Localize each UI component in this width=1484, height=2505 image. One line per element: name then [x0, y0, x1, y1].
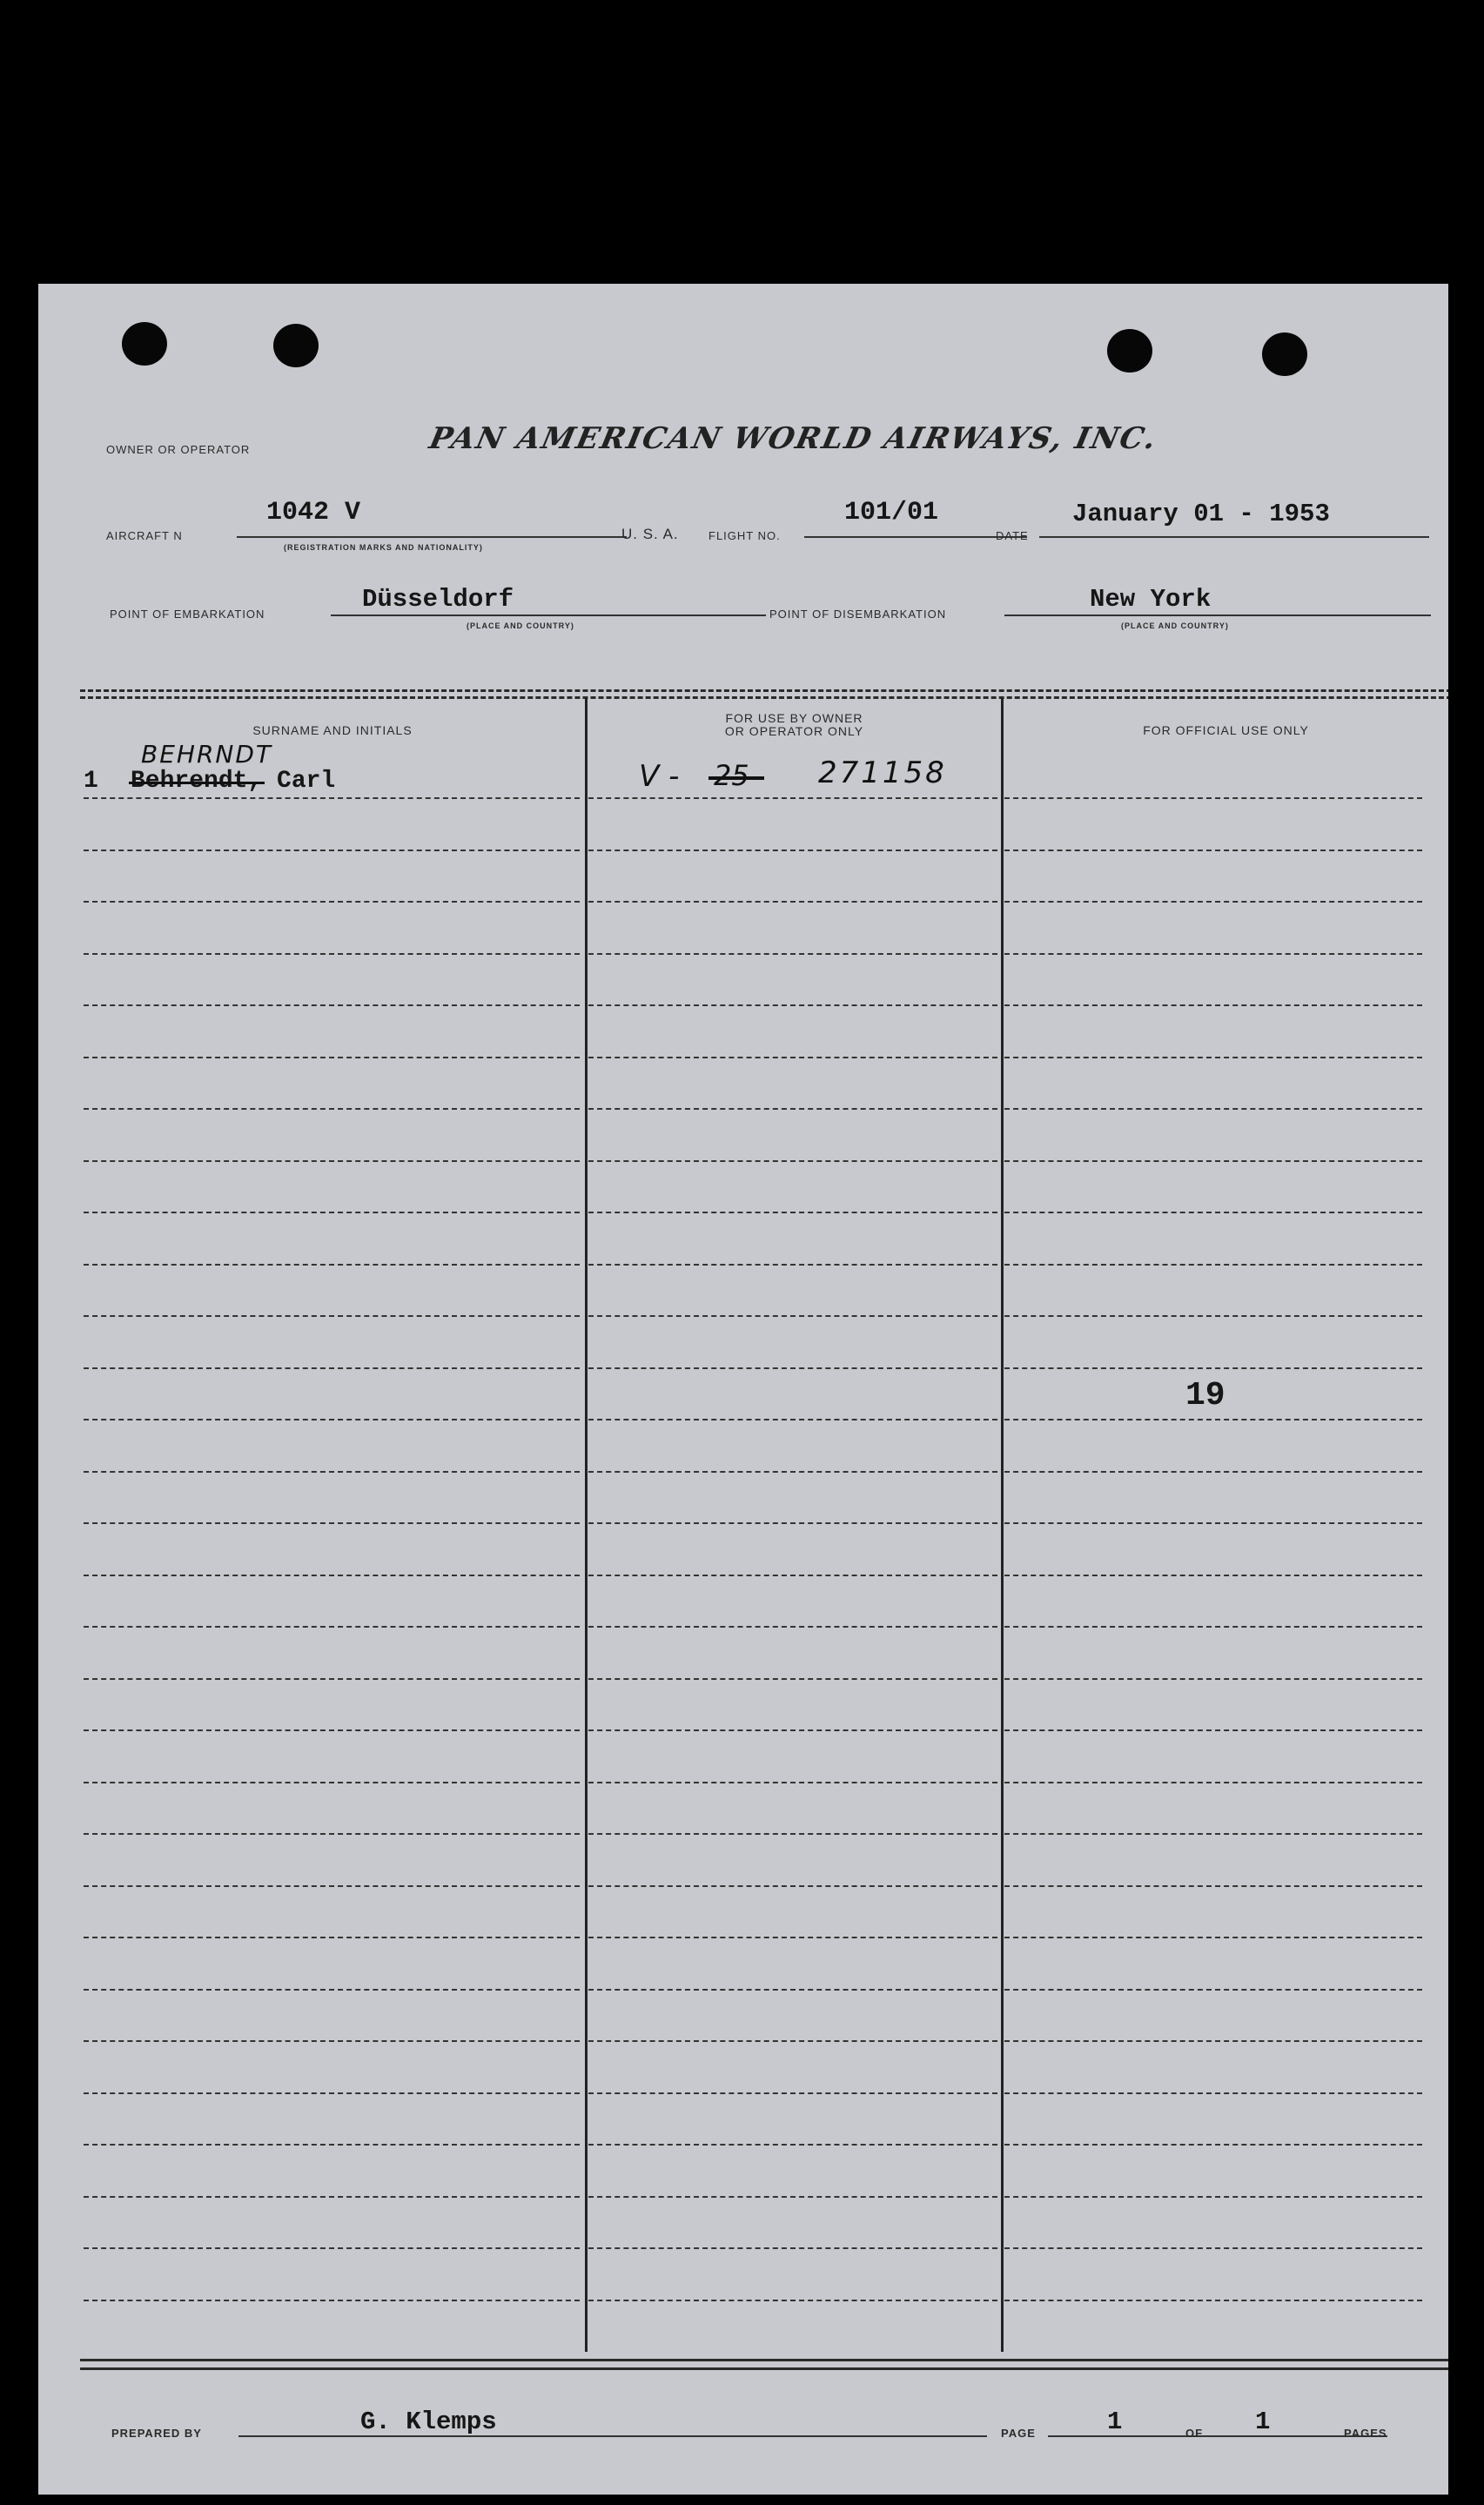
ruled-line: [588, 1522, 997, 1524]
ruled-line: [1004, 2040, 1422, 2042]
ruled-line: [588, 1264, 997, 1266]
owner-use-column-header: [588, 712, 1001, 738]
ruled-line: [1004, 850, 1422, 851]
date-value: January 01 - 1953: [1072, 500, 1330, 528]
page-underline: [1048, 2435, 1387, 2437]
ruled-line: [1004, 2092, 1422, 2094]
ruled-line: [84, 1264, 580, 1266]
disembarkation-label: POINT OF DISEMBARKATION: [769, 608, 947, 621]
ruled-line: [84, 2144, 580, 2146]
column-divider: [1001, 698, 1004, 2352]
entry-number: 1: [84, 768, 98, 795]
page-count: 1: [1255, 2408, 1271, 2436]
owner-use-line-1: FOR USE BY OWNER: [725, 711, 863, 725]
ruled-line: [84, 1212, 580, 1213]
prepared-by-underline: [238, 2435, 987, 2437]
ruled-line: [588, 797, 997, 799]
owner-use-line-2: OR OPERATOR ONLY: [724, 724, 864, 738]
ruled-line: [84, 1678, 580, 1680]
footer-rule: [80, 2367, 1448, 2370]
ruled-line: [84, 1160, 580, 1162]
prepared-by-label: PREPARED BY: [111, 2427, 202, 2440]
ruled-line: [1004, 1833, 1422, 1835]
company-name: PAN AMERICAN WORLD AIRWAYS, INC.: [426, 421, 1161, 456]
ruled-line: [588, 1471, 997, 1473]
surname-column-header: SURNAME AND INITIALS: [252, 723, 413, 737]
ruled-line: [588, 2300, 997, 2301]
ruled-line: [84, 2092, 580, 2094]
ruled-line: [84, 1575, 580, 1576]
ruled-line: [588, 2144, 997, 2146]
ruled-line: [1004, 1004, 1422, 1006]
ruled-line: [1004, 1522, 1422, 1524]
disembarkation-underline: [1004, 614, 1431, 616]
ruled-line: [84, 1315, 580, 1317]
ruled-line: [588, 1937, 997, 1938]
ruled-line: [588, 1575, 997, 1576]
ruled-line: [1004, 1937, 1422, 1938]
ruled-line: [588, 1729, 997, 1731]
ruled-line: [1004, 1626, 1422, 1628]
ruled-line: [84, 1833, 580, 1835]
date-label: DATE: [996, 529, 1029, 542]
ruled-line: [84, 1522, 580, 1524]
ruled-line: [1004, 2300, 1422, 2301]
ruled-line: [1004, 1108, 1422, 1110]
ruled-line: [588, 1367, 997, 1369]
ruled-line: [1004, 797, 1422, 799]
ruled-line: [1004, 1782, 1422, 1783]
ruled-line: [588, 901, 997, 903]
ruled-line: [588, 1004, 997, 1006]
punch-hole: [273, 324, 319, 367]
ruled-line: [588, 1833, 997, 1835]
aircraft-value: 1042 V: [266, 498, 361, 527]
ruled-line: [84, 2196, 580, 2198]
ruled-line: [588, 1315, 997, 1317]
ruled-line: [588, 1782, 997, 1783]
entry-name: Behrendt, Carl: [131, 768, 336, 795]
name-correction: BEHRNDT: [141, 740, 273, 769]
disembarkation-value: New York: [1090, 585, 1212, 614]
ruled-line: [588, 1108, 997, 1110]
ruled-line: [588, 1212, 997, 1213]
ruled-line: [84, 2247, 580, 2249]
ruled-line: [1004, 1885, 1422, 1887]
ruled-line: [84, 1937, 580, 1938]
ruled-line: [588, 2092, 997, 2094]
embarkation-underline: [331, 614, 766, 616]
ruled-line: [1004, 2247, 1422, 2249]
ruled-line: [84, 2300, 580, 2301]
ruled-line: [588, 850, 997, 851]
header-rule: [80, 689, 1448, 692]
ruled-line: [588, 1057, 997, 1058]
ruled-line: [1004, 1678, 1422, 1680]
flight-underline: [804, 536, 1027, 538]
official-mark: 19: [1185, 1377, 1225, 1414]
ruled-line: [1004, 1315, 1422, 1317]
ruled-line: [84, 1729, 580, 1731]
usa-label: U. S. A.: [621, 526, 679, 542]
ruled-line: [1004, 2196, 1422, 2198]
owner-label: OWNER OR OPERATOR: [106, 443, 251, 456]
ruled-line: [1004, 953, 1422, 955]
ruled-line: [84, 2040, 580, 2042]
manifest-sheet: [38, 284, 1448, 2495]
ruled-line: [588, 1885, 997, 1887]
ruled-line: [1004, 1729, 1422, 1731]
embarkation-value: Düsseldorf: [362, 585, 514, 614]
ruled-line: [1004, 1471, 1422, 1473]
official-use-column-header: FOR OFFICIAL USE ONLY: [1143, 723, 1309, 737]
ruled-line: [1004, 901, 1422, 903]
ruled-line: [1004, 1989, 1422, 1991]
ruled-line: [84, 1782, 580, 1783]
ruled-line: [84, 1471, 580, 1473]
ruled-line: [84, 1419, 580, 1420]
ruled-line: [84, 1626, 580, 1628]
ruled-line: [588, 1989, 997, 1991]
ruled-line: [1004, 1057, 1422, 1058]
aircraft-label: AIRCRAFT N: [106, 529, 183, 542]
pages-label: PAGES: [1344, 2427, 1387, 2440]
ruled-line: [84, 797, 580, 799]
ruled-line: [588, 2247, 997, 2249]
ruled-line: [84, 1108, 580, 1110]
ruled-line: [588, 2040, 997, 2042]
name-strikethrough: [129, 782, 265, 784]
ruled-line: [84, 1885, 580, 1887]
ruled-line: [1004, 1367, 1422, 1369]
owner-code-prefix: V -: [639, 759, 680, 794]
flight-value: 101/01: [844, 498, 939, 527]
ruled-line: [588, 1419, 997, 1420]
ruled-line: [1004, 1264, 1422, 1266]
place-note: (PLACE AND COUNTRY): [467, 621, 574, 630]
aircraft-underline: [237, 536, 627, 538]
ruled-line: [588, 2196, 997, 2198]
date-underline: [1039, 536, 1429, 538]
of-label: OF: [1185, 2427, 1204, 2440]
ruled-line: [588, 1678, 997, 1680]
punch-hole: [1107, 329, 1152, 373]
owner-code-strikethrough: [708, 776, 764, 780]
ruled-line: [1004, 2144, 1422, 2146]
ruled-line: [1004, 1212, 1422, 1213]
embarkation-label: POINT OF EMBARKATION: [110, 608, 265, 621]
ruled-line: [1004, 1160, 1422, 1162]
ruled-line: [1004, 1575, 1422, 1576]
column-divider: [585, 698, 588, 2352]
ruled-line: [588, 1160, 997, 1162]
place-note: (PLACE AND COUNTRY): [1121, 621, 1229, 630]
page-label: PAGE: [1001, 2427, 1036, 2440]
ruled-line: [588, 1626, 997, 1628]
header-rule: [80, 696, 1448, 699]
ruled-line: [588, 953, 997, 955]
punch-hole: [122, 322, 167, 366]
ruled-line: [84, 953, 580, 955]
ruled-line: [84, 1367, 580, 1369]
flight-label: FLIGHT NO.: [708, 529, 781, 542]
registration-note: (REGISTRATION MARKS AND NATIONALITY): [284, 543, 483, 552]
footer-rule: [80, 2359, 1448, 2361]
ruled-line: [84, 1057, 580, 1058]
ruled-line: [84, 1989, 580, 1991]
page-number: 1: [1107, 2408, 1123, 2436]
ruled-line: [84, 850, 580, 851]
owner-code-value: 271158: [818, 756, 947, 790]
punch-hole: [1262, 332, 1307, 376]
ruled-line: [84, 1004, 580, 1006]
owner-code-struck: 25: [714, 759, 749, 792]
ruled-line: [84, 901, 580, 903]
ruled-line: [1004, 1419, 1422, 1420]
prepared-by-value: G. Klemps: [360, 2408, 497, 2436]
